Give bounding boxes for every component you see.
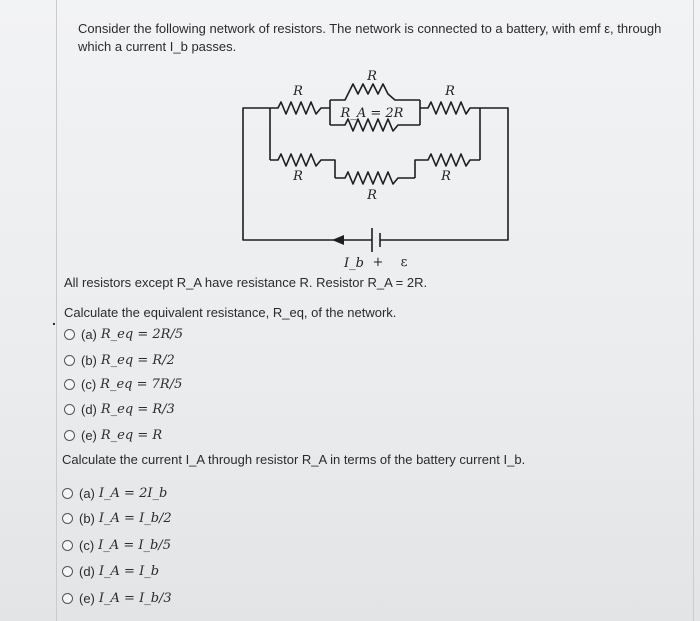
label-r-mid-left: R: [293, 169, 303, 184]
option-math: I_A = 2I_b: [98, 486, 168, 501]
label-r-top-center: R: [367, 69, 377, 84]
radio-icon[interactable]: [64, 379, 75, 390]
radio-icon[interactable]: [62, 593, 73, 604]
option-letter: (d): [81, 402, 97, 417]
label-plus: +: [372, 255, 384, 270]
q2-option-a[interactable]: [62, 486, 167, 501]
option-letter: (d): [79, 564, 95, 579]
option-math: R_eq = R: [100, 428, 163, 443]
radio-icon[interactable]: [64, 430, 75, 441]
option-letter: (a): [79, 486, 95, 501]
intro-text: Consider the following network of resistors. The network is connected to a battery, with emf ε, through which a current I_b passes.: [78, 21, 662, 54]
label-r-bottom: R: [367, 188, 377, 203]
option-math: I_A = I_b/5: [98, 538, 171, 553]
q2-option-d[interactable]: [62, 564, 159, 579]
option-letter: (c): [79, 538, 95, 553]
option-math: R_eq = 2R/5: [100, 327, 184, 342]
option-math: R_eq = 7R/5: [100, 377, 183, 392]
option-letter: (e): [79, 591, 95, 606]
question2-prompt: Calculate the current I_A through resistor R_A in terms of the battery current I_b.: [62, 452, 526, 467]
radio-icon[interactable]: [64, 404, 75, 415]
q2-option-b[interactable]: [62, 511, 172, 526]
radio-icon[interactable]: [64, 355, 75, 366]
q1-option-d[interactable]: [64, 402, 175, 417]
radio-icon[interactable]: [62, 513, 73, 524]
option-letter: (b): [81, 353, 97, 368]
resistor-bottom: [335, 172, 415, 184]
option-math: I_A = I_b/3: [98, 591, 172, 606]
option-math: I_A = I_b/2: [98, 511, 172, 526]
option-letter: (e): [81, 428, 97, 443]
label-ra: R_A = 2R: [340, 106, 404, 121]
label-r-top-left: R: [293, 84, 303, 99]
radio-icon[interactable]: [64, 329, 75, 340]
resistor-network-diagram: [0, 0, 700, 300]
q1-option-a[interactable]: [64, 327, 183, 342]
q1-option-c[interactable]: [64, 377, 182, 392]
label-emf: ε: [400, 255, 408, 270]
q1-option-b[interactable]: [64, 353, 175, 368]
radio-icon[interactable]: [62, 488, 73, 499]
label-current: I_b: [344, 256, 364, 271]
option-letter: (c): [81, 377, 97, 392]
radio-icon[interactable]: [62, 566, 73, 577]
resistor-top-center: [330, 84, 420, 100]
option-letter: (a): [81, 327, 97, 342]
current-arrow-icon: [332, 235, 344, 245]
statement-text: All resistors except R_A have resistance R. Resistor R_A = 2R.: [64, 275, 428, 290]
resistor-top-left: [270, 102, 330, 114]
question1-prompt: Calculate the equivalent resistance, R_eq, of the network.: [64, 305, 397, 320]
q2-option-c[interactable]: [62, 538, 171, 553]
option-math: I_A = I_b: [98, 564, 160, 579]
wire-left: [243, 108, 340, 240]
label-r-top-right: R: [445, 84, 455, 99]
option-math: R_eq = R/3: [100, 402, 175, 417]
radio-icon[interactable]: [62, 540, 73, 551]
option-math: R_eq = R/2: [100, 353, 175, 368]
bullet-mark: .: [52, 312, 56, 328]
label-r-mid-right: R: [441, 169, 451, 184]
q1-option-e[interactable]: [64, 428, 162, 443]
resistor-top-right: [420, 102, 480, 114]
option-letter: (b): [79, 511, 95, 526]
q2-option-e[interactable]: [62, 591, 172, 606]
